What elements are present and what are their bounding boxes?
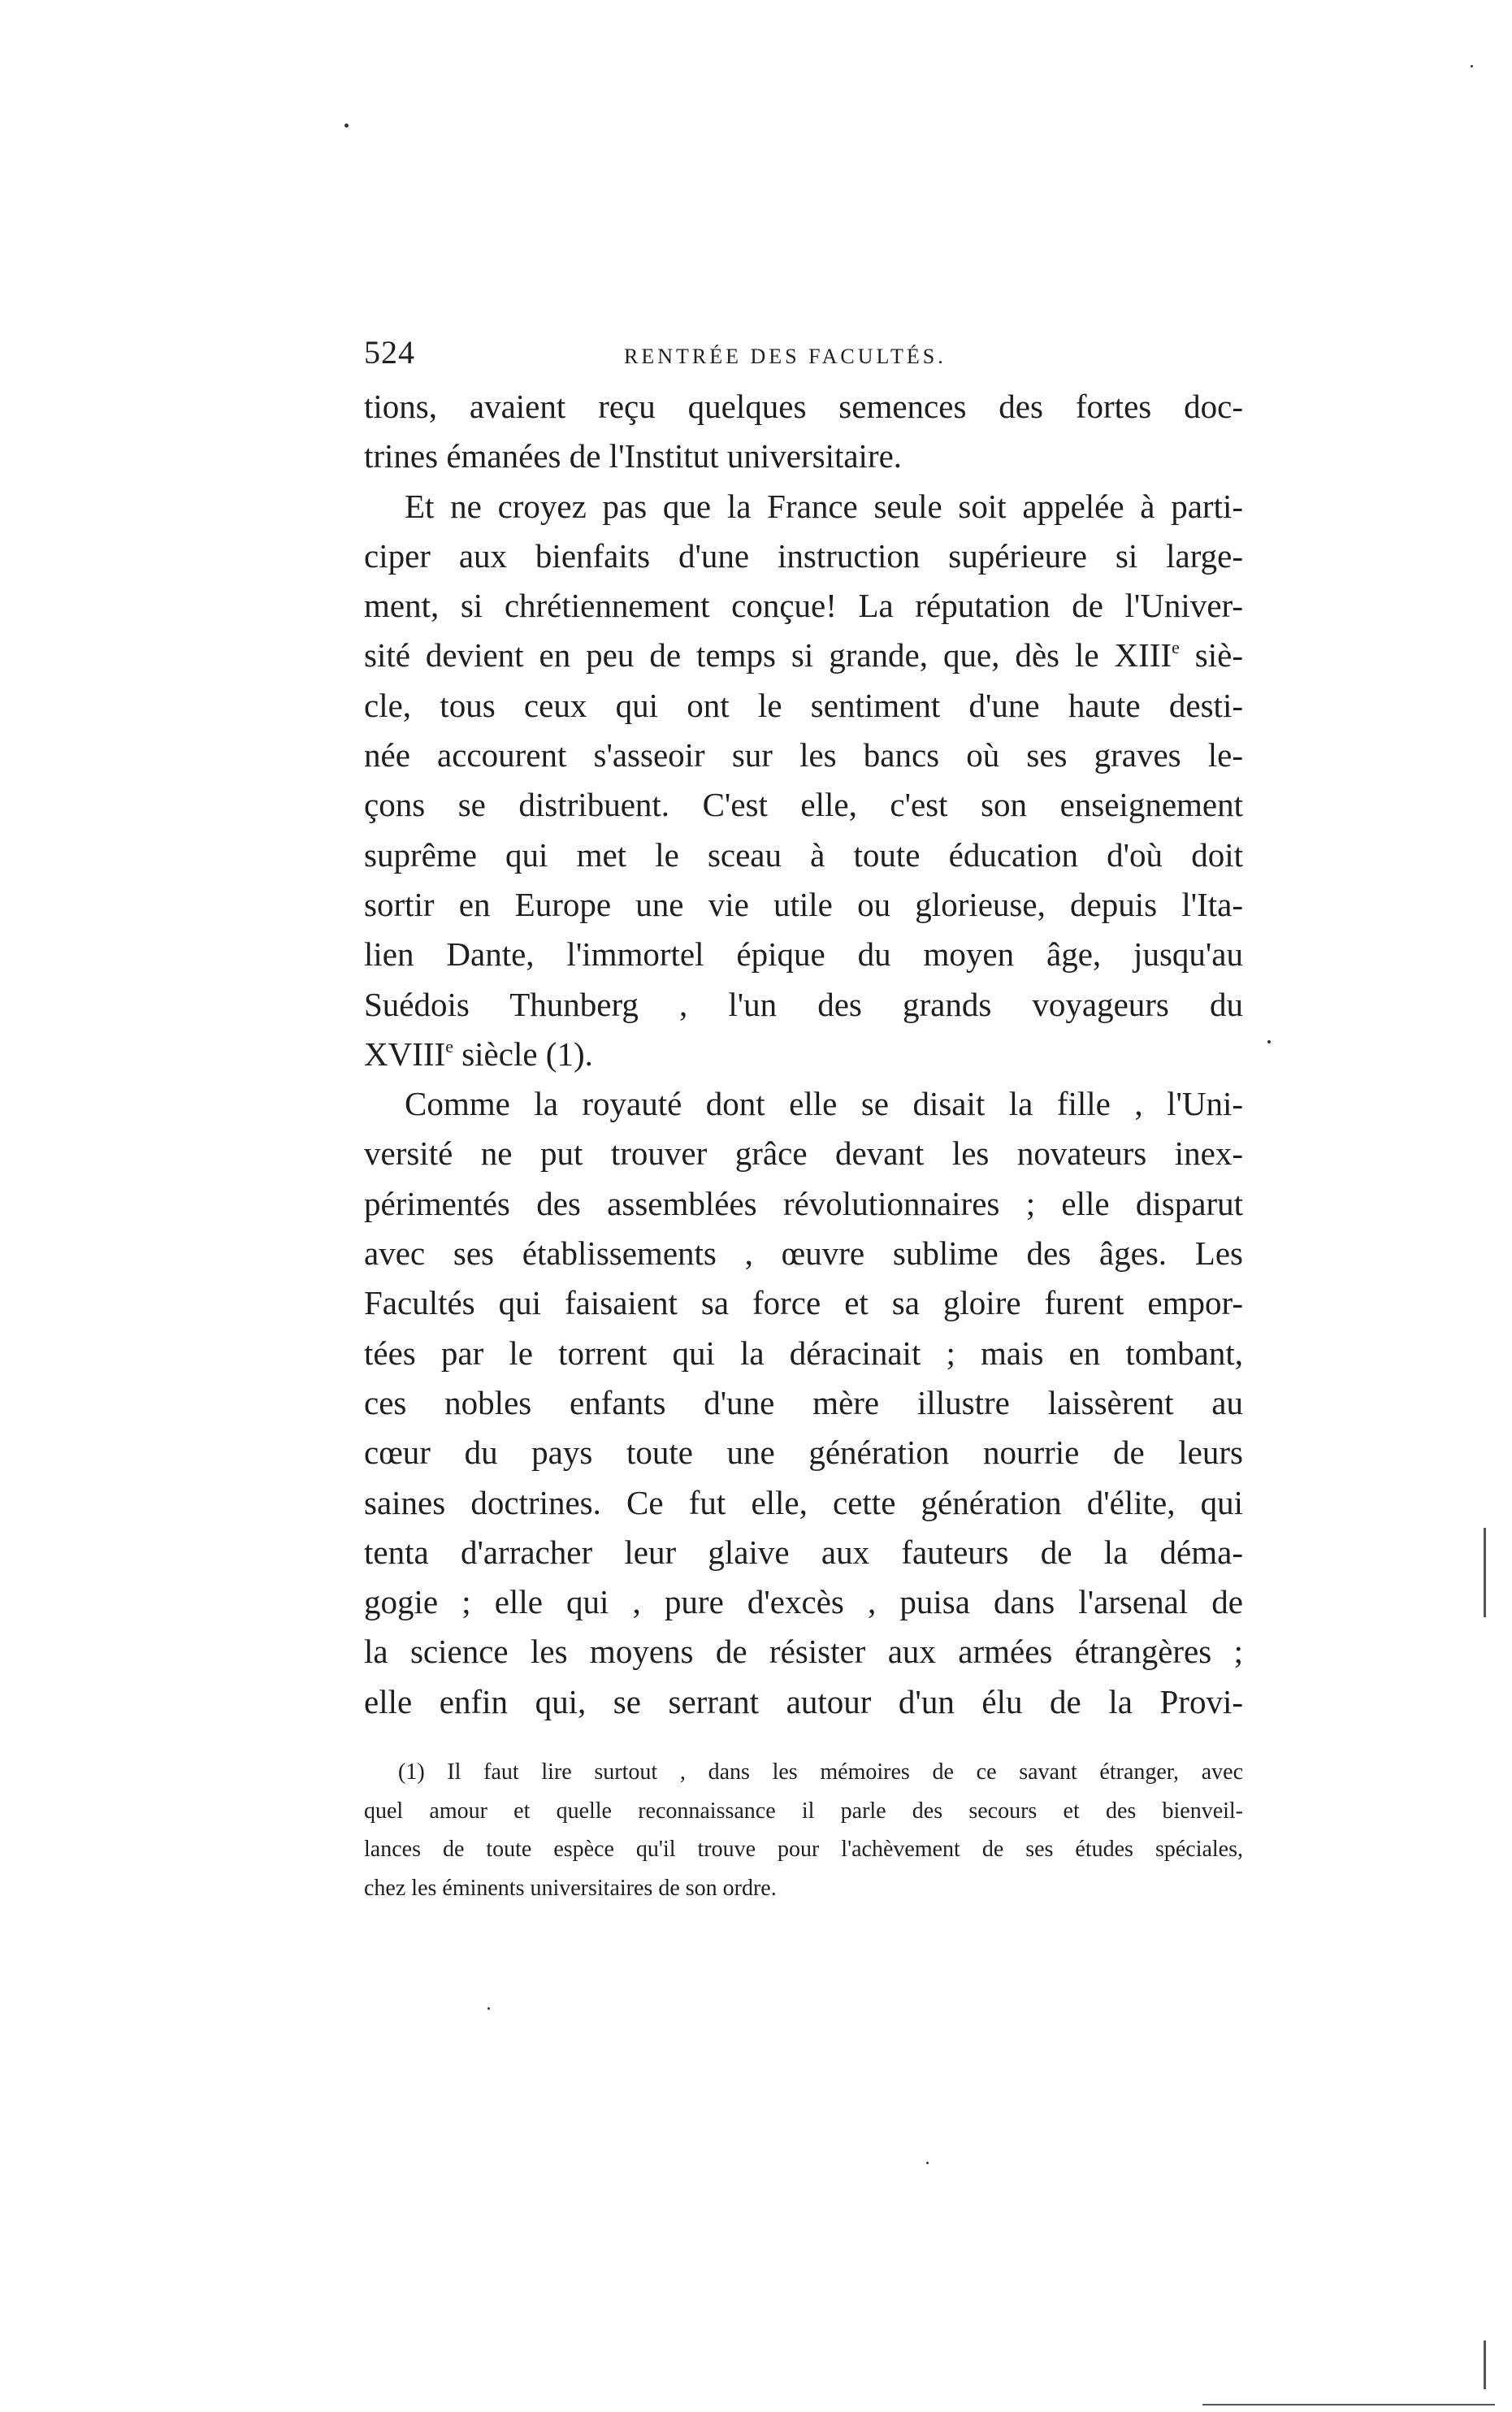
main-text <box>364 382 1243 1727</box>
scan-speck <box>1471 65 1473 67</box>
scan-speck <box>926 2162 929 2164</box>
text-line: avec ses établissements , œuvre sublime des âges. Les <box>364 1234 1243 1273</box>
text-fragment: XVIII <box>364 1035 446 1073</box>
text-line: çons se distribuent. C'est elle, c'est son enseignement <box>364 786 1243 824</box>
text-line: saines doctrines. Ce fut elle, cette génération d'élite, qui <box>364 1483 1243 1521</box>
footnote-line: chez les éminents universitaires de son ordre. <box>364 1875 777 1901</box>
footnote-line: (1) Il faut lire surtout , dans les mémoires de ce savant étranger, avec <box>398 1759 1243 1785</box>
scan-margin-mark <box>1484 2340 1486 2389</box>
text-line: trines émanées de l'Institut universitaire. <box>364 437 903 475</box>
text-line: elle enfin qui, se serrant autour d'un élu de la Provi- <box>364 1682 1243 1720</box>
scan-speck <box>344 124 349 128</box>
text-line <box>364 631 1243 680</box>
text-line: gogie ; elle qui , pure d'excès , puisa dans l'arsenal de <box>364 1583 1243 1621</box>
text-line: Et ne croyez pas que la France seule soit appelée à parti- <box>405 487 1243 525</box>
text-line: lien Dante, l'immortel épique du moyen âge, jusqu'au <box>364 935 1243 974</box>
text-fragment: sité devient en peu de temps si grande, que, dès le XIII <box>364 636 1172 675</box>
scan-margin-mark <box>1202 2404 1495 2405</box>
superscript: e <box>1172 637 1180 658</box>
scan-speck <box>1267 1040 1271 1043</box>
footnote-line: lances de toute espèce qu'il trouve pour l'achèvement de ses études spéciales, <box>364 1837 1243 1862</box>
text-line: Facultés qui faisaient sa force et sa gloire furent empor- <box>364 1284 1243 1322</box>
text-fragment: siè- <box>1179 636 1243 675</box>
page-header <box>364 333 1241 382</box>
page-number: 524 <box>364 334 415 371</box>
scan-speck <box>487 2007 490 2010</box>
text-line: ces nobles enfants d'une mère illustre laissèrent au <box>364 1383 1243 1421</box>
text-line: suprême qui met le sceau à toute éducation d'où doit <box>364 835 1243 874</box>
running-title: RENTRÉE DES FACULTÉS. <box>624 345 947 368</box>
footnote-line: quel amour et quelle reconnaissance il parle des secours et des bienveil- <box>364 1798 1243 1824</box>
superscript: e <box>445 1035 453 1056</box>
text-line: née accourent s'asseoir sur les bancs où ses graves le- <box>364 736 1243 774</box>
footnote <box>364 1753 1243 1907</box>
text-line: sortir en Europe une vie utile ou glorieuse, depuis l'Ita- <box>364 885 1243 923</box>
text-line: tées par le torrent qui la déracinait ; mais en tombant, <box>364 1334 1243 1372</box>
text-line <box>364 1030 1243 1079</box>
text-fragment: siècle (1). <box>453 1035 593 1073</box>
text-line: la science les moyens de résister aux armées étrangères ; <box>364 1633 1243 1671</box>
text-line: tenta d'arracher leur glaive aux fauteurs de la déma- <box>364 1533 1243 1571</box>
text-line: versité ne put trouver grâce devant les novateurs inex- <box>364 1134 1243 1173</box>
text-line: cle, tous ceux qui ont le sentiment d'une haute desti- <box>364 686 1243 724</box>
text-line: ment, si chrétiennement conçue! La réputation de l'Univer- <box>364 587 1243 625</box>
text-line: Suédois Thunberg , l'un des grands voyageurs du <box>364 985 1243 1023</box>
text-line: tions, avaient reçu quelques semences des fortes doc- <box>364 388 1243 425</box>
text-line: cœur du pays toute une génération nourrie de leurs <box>364 1434 1243 1472</box>
text-line: ciper aux bienfaits d'une instruction supérieure si large- <box>364 536 1243 575</box>
scan-margin-mark <box>1484 1528 1486 1617</box>
text-line: périmentés des assemblées révolutionnaires ; elle disparut <box>364 1184 1243 1222</box>
text-line: Comme la royauté dont elle se disait la fille , l'Uni- <box>405 1085 1243 1123</box>
